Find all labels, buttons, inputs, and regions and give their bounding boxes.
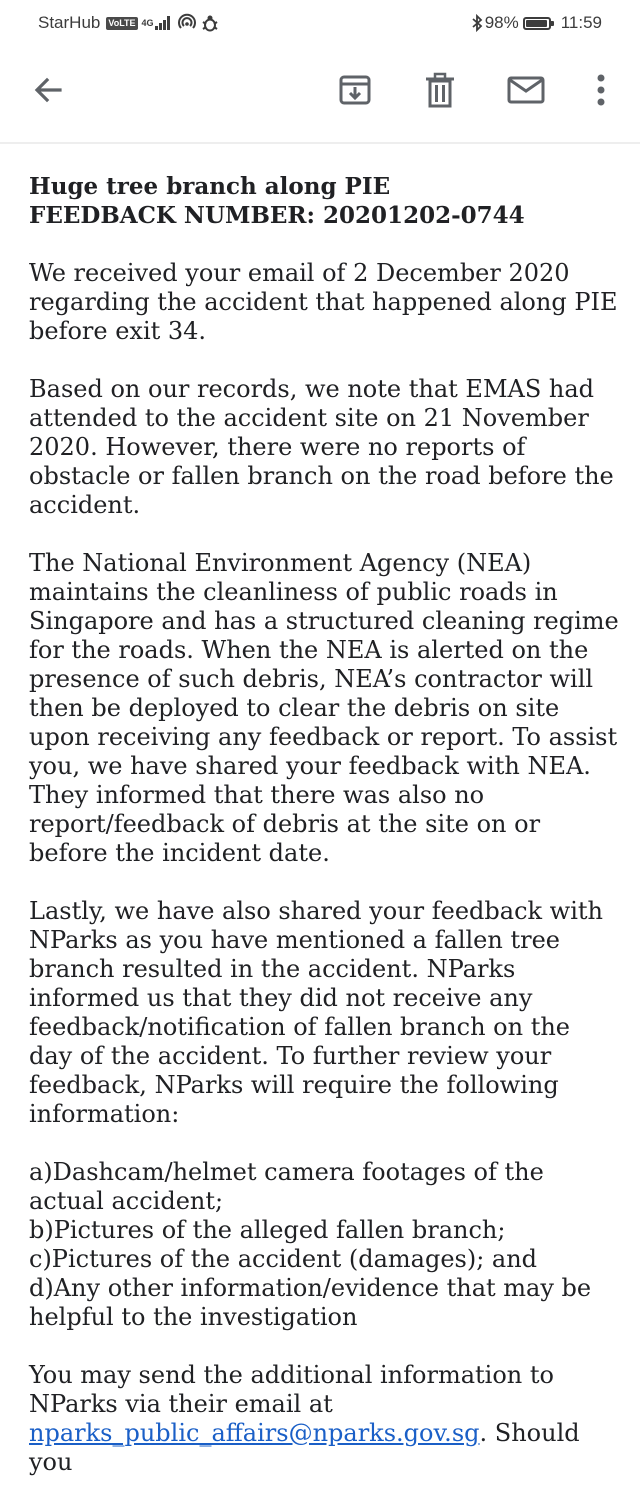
carrier-name: StarHub: [38, 13, 101, 32]
paragraph-nea: The National Environment Agency (NEA) maintains the cleanliness of public roads in Singapore and has a structured cleaning regime for the roads. When the NEA is alerted on the presence of such debris, NEA’s contractor will then be deployed to clear the debris on site upon receiving any feedback or report. To assist you, we have shared your feedback with NEA. They informed that there was also no report/feedback of debris at the site on or before the incident date.: [29, 549, 619, 867]
send-info-text: You may send the additional information to NParks via their email at: [29, 1361, 554, 1418]
list-item: a)Dashcam/helmet camera footages of the actual accident;: [29, 1158, 544, 1215]
paragraph-records: Based on our records, we note that EMAS had attended to the accident site on 21 November 2020. However, there were no reports of obstacle or fallen branch on the road before the accident.: [29, 375, 614, 519]
battery-icon: [523, 17, 551, 30]
status-bar: [0, 0, 640, 44]
archive-icon: [337, 72, 373, 108]
status-right: [471, 12, 602, 34]
arrow-left-icon: [32, 74, 64, 106]
more-vert-icon: [596, 73, 606, 107]
battery-percent: 98%: [484, 13, 519, 32]
signal-icon: [155, 16, 171, 30]
paragraph-send-info: [29, 1361, 619, 1477]
status-left: [38, 12, 219, 34]
back-button[interactable]: [24, 66, 72, 114]
email-subject-line: Huge tree branch along PIE: [29, 173, 391, 200]
volte-badge: VoLTE: [108, 17, 136, 28]
list-item: d)Any other information/evidence that may be helpful to the investigation: [29, 1274, 592, 1331]
paragraph-received: We received your email of 2 December 2020 regarding the accident that happened along PIE before exit 34.: [29, 259, 618, 345]
mail-icon: [506, 74, 546, 106]
email-toolbar: [0, 44, 640, 144]
list-item: b)Pictures of the alleged fallen branch;: [29, 1216, 506, 1244]
clock: 11:59: [560, 13, 602, 32]
list-item: c)Pictures of the accident (damages); and: [29, 1245, 538, 1273]
bluetooth-icon: [471, 14, 483, 32]
delete-button[interactable]: [416, 66, 464, 114]
send-info-text-end: . Should you: [29, 1419, 580, 1476]
archive-button[interactable]: [331, 66, 379, 114]
email-body: [29, 172, 619, 1506]
nparks-email-link[interactable]: nparks_public_affairs@nparks.gov.sg: [29, 1419, 480, 1447]
notification-icon: [201, 14, 219, 32]
info-request-list: [29, 1158, 619, 1332]
hotspot-icon: [177, 14, 197, 32]
mark-unread-button[interactable]: [502, 66, 550, 114]
network-type: 4G: [141, 17, 154, 28]
feedback-number: FEEDBACK NUMBER: 20201202-0744: [29, 202, 525, 229]
more-options-button[interactable]: [577, 66, 625, 114]
paragraph-nparks: Lastly, we have also shared your feedback with NParks as you have mentioned a fallen tree branch resulted in the accident. NParks informed us that they did not receive any feedback/notification of fallen branch on the day of the accident. To further review your feedback, NParks will require the following information:: [29, 897, 603, 1128]
email-heading: [29, 172, 619, 230]
trash-icon: [423, 72, 457, 108]
